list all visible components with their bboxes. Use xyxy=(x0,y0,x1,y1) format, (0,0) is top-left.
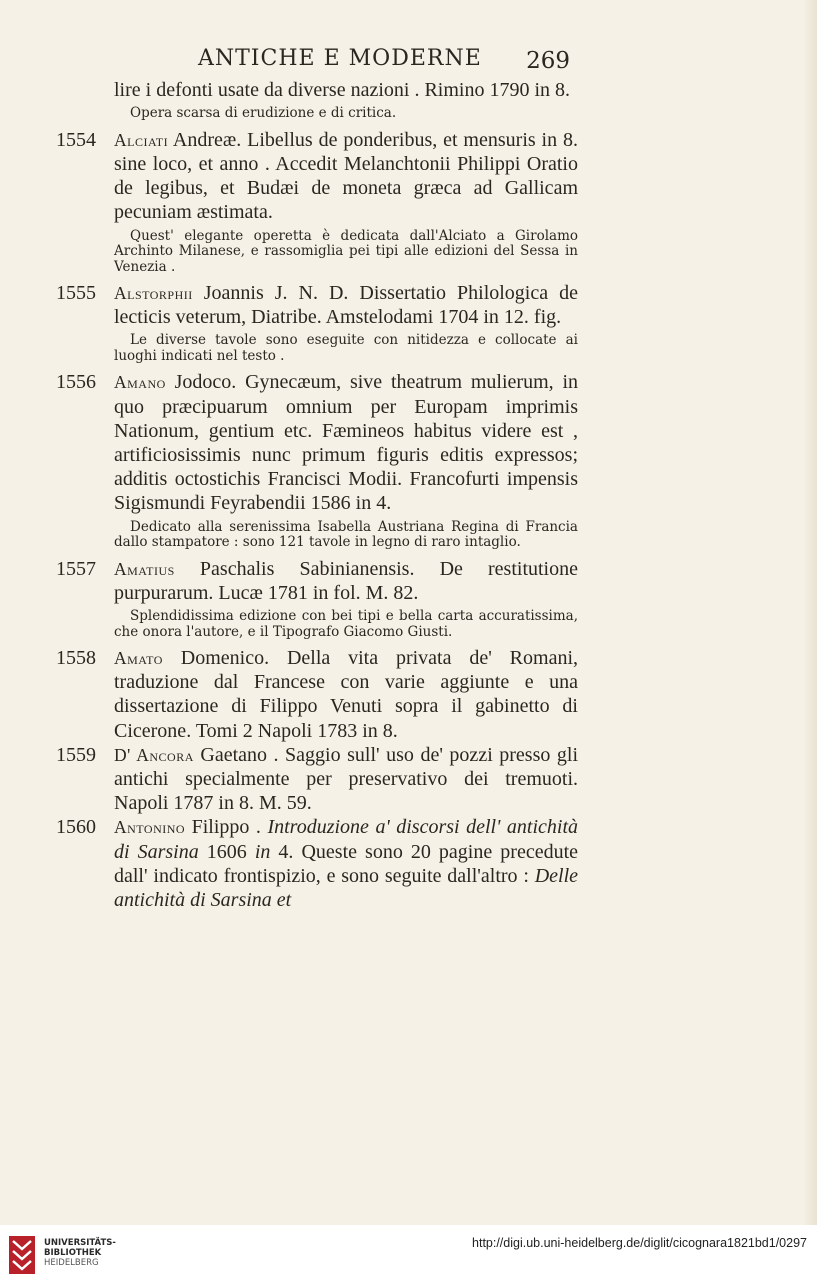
entry-text: Joannis J. N. D. Dissertatio Philologica de lecticis veterum, Diatribe. Amstelodami 1704 in 12. fig. xyxy=(114,282,578,329)
entry-text: Filippo . xyxy=(185,816,268,839)
entry-text-year: 1606 xyxy=(198,840,255,863)
entry-author: Amano xyxy=(114,372,166,393)
page-edge-shadow xyxy=(803,0,817,1225)
entry-author: Alciati xyxy=(114,129,169,150)
permalink-url[interactable]: http://digi.ub.uni-heidelberg.de/diglit/cicognara1821bd1/0297 xyxy=(472,1236,807,1250)
entry-number: 1554 xyxy=(56,128,96,151)
continued-entry-note: Opera scarsa di erudizione e di critica. xyxy=(130,105,397,122)
entry-1560 xyxy=(56,815,579,912)
entry-author: Amatius xyxy=(114,558,175,579)
entry-text: Jodoco. Gynecæum, sive theatrum mulierum, in quo præcipuarum omnium per Europam imprimis Nationum, gentium etc. Fæmineos habitus videre est , artificiosissimis nunc primum figuris editis expressos; additis octostichis Francisci Modii. Francofurti impensis Sigismundi Feyrabendii 1586 in 4. xyxy=(114,371,578,515)
entry-italic-title: Introduzione a' discorsi dell' antichità di Sarsina xyxy=(114,816,579,863)
entry-number: 1555 xyxy=(56,282,96,305)
entry-1554 xyxy=(56,128,578,275)
entry-1556 xyxy=(56,370,578,551)
entry-number: 1559 xyxy=(56,743,96,766)
entry-text: Domenico. Della vita privata de' Romani, traduzione dal Francese con varie aggiunte e una dissertazione di Filippo Venuti sopra il gabinetto di Cicerone. Tomi 2 Napoli 1783 in 8. xyxy=(114,647,578,742)
library-line-1: UNIVERSITÄTS- xyxy=(44,1238,116,1248)
library-name xyxy=(44,1238,116,1268)
entry-italic-title-2: Delle antichità di Sarsina et xyxy=(114,864,578,912)
entry-number: 1557 xyxy=(56,557,96,580)
library-line-2: BIBLIOTHEK xyxy=(44,1248,102,1258)
entry-1555 xyxy=(56,281,578,364)
entry-1558 xyxy=(56,646,578,743)
entry-number: 1556 xyxy=(56,371,96,394)
continued-entry-text: lire i defonti usate da diverse nazioni . Rimino 1790 in 8. xyxy=(114,79,571,101)
entry-author: Alstorphii xyxy=(114,283,193,304)
running-title: ANTICHE E MODERNE xyxy=(198,46,482,71)
page-body xyxy=(56,78,579,912)
entry-number: 1558 xyxy=(56,647,96,670)
entry-text-cont: 4. Queste sono 20 pagine precedute dall' indicato frontispizio, e sono seguite dall'altro : xyxy=(114,840,579,887)
entry-text: Paschalis Sabinianensis. De restitutione purpurarum. Lucæ 1781 in fol. M. 82. xyxy=(114,557,578,604)
university-seal-icon xyxy=(8,1235,36,1275)
entry-author: Antonino xyxy=(114,817,186,838)
entry-1557 xyxy=(56,557,578,640)
entry-note: Splendidissima edizione con bei tipi e bella carta accuratissima, che onora l'autore, e il Tipografo Giacomo Giusti. xyxy=(114,608,578,640)
entry-text: Gaetano . Saggio sull' uso de' pozzi presso gli antichi specialmente per preservativo dei tremuoti. Napoli 1787 in 8. M. 59. xyxy=(114,743,578,815)
running-header xyxy=(110,46,576,74)
entry-note: Dedicato alla serenissima Isabella Austriana Regina di Francia dallo stampatore : sono 121 tavole in legno di raro intaglio. xyxy=(114,518,578,551)
page-number: 269 xyxy=(526,48,570,74)
entry-1559 xyxy=(56,743,578,816)
entry-author: D' Ancora xyxy=(114,744,194,765)
entry-author: Amato xyxy=(114,648,163,669)
library-line-3: HEIDELBERG xyxy=(44,1258,99,1268)
viewer-footer xyxy=(0,1225,817,1283)
entry-note: Quest' elegante operetta è dedicata dall'Alciato a Girolamo Archinto Milanese, e rassomiglia pei tipi alle edizioni del Sessa in Venezia . xyxy=(114,227,578,275)
entry-italic-in: in xyxy=(254,840,271,863)
entry-number: 1560 xyxy=(56,816,96,839)
entry-note: Le diverse tavole sono eseguite con nitidezza e collocate ai luoghi indicati nel testo . xyxy=(114,332,578,364)
entry-text: Andreæ. Libellus de ponderibus, et mensuris in 8. sine loco, et anno . Accedit Melanchtonii Philippi Oratio de legibus, et Budæi de moneta græca ad Gallicam pecuniam æstimata. xyxy=(114,128,578,224)
